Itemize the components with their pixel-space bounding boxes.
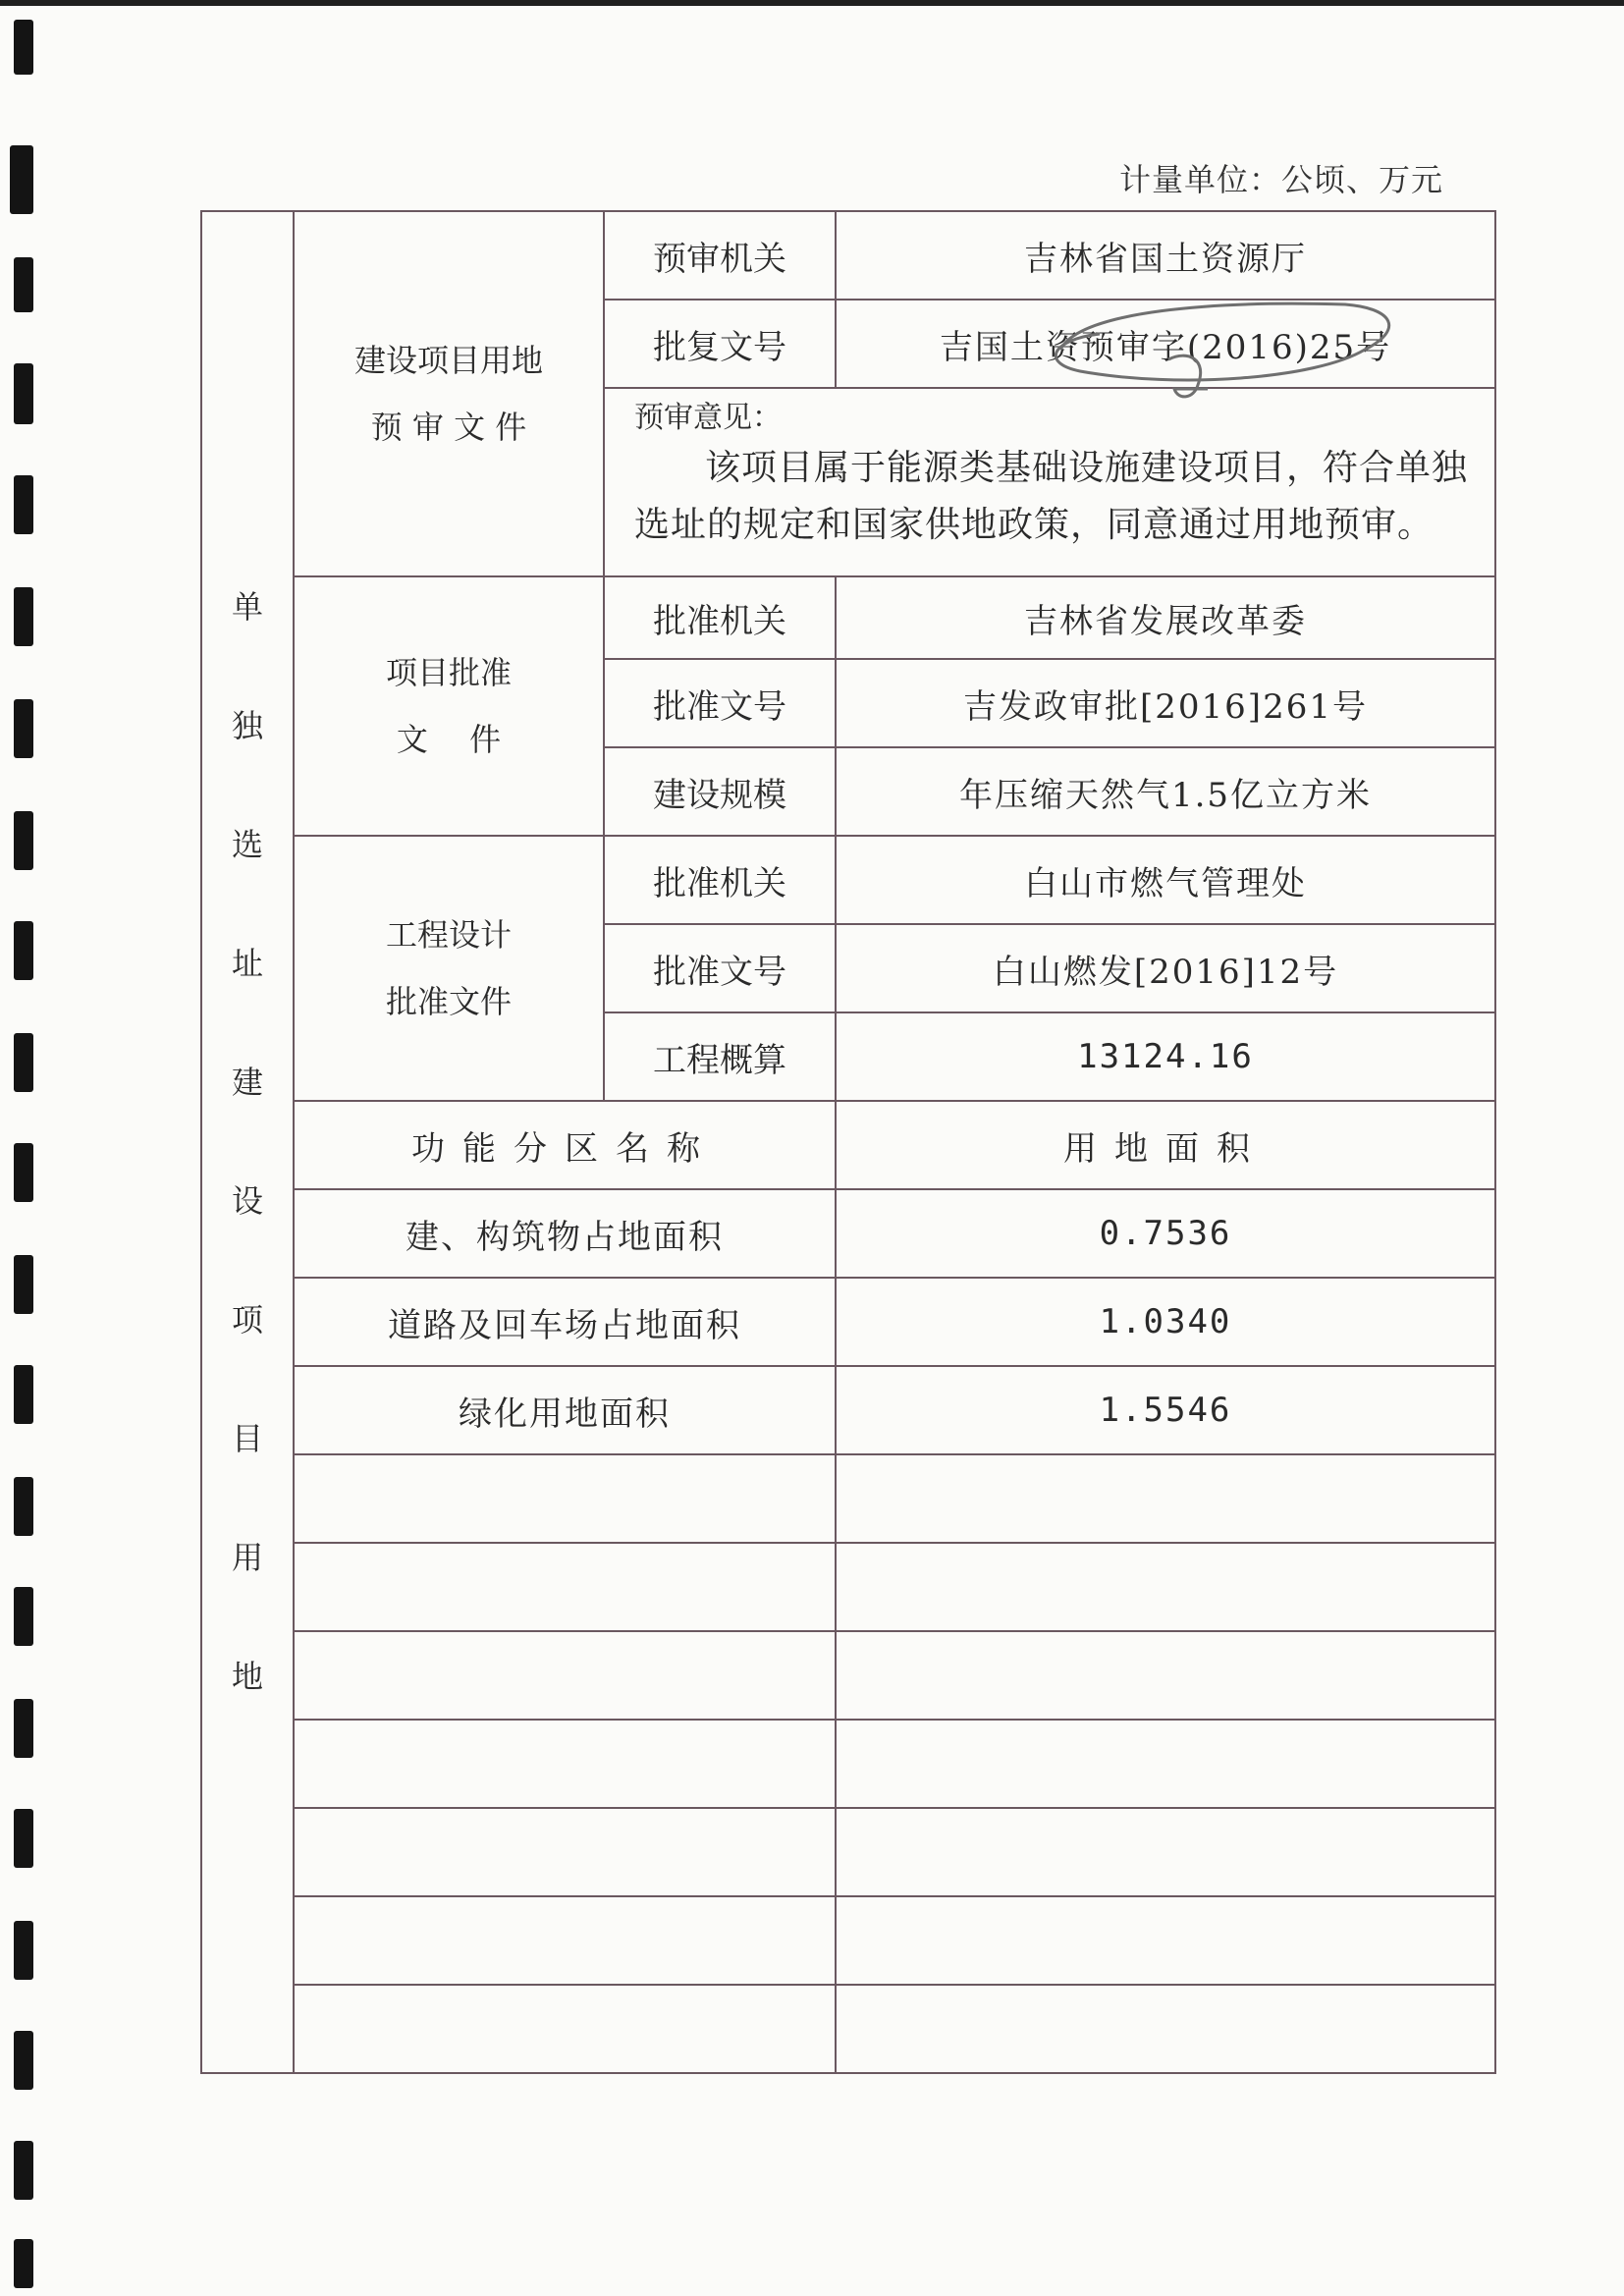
approval-doc-no-value: 吉发政审批[2016]261号 <box>836 659 1495 747</box>
design-authority-value: 白山市燃气管理处 <box>836 836 1495 924</box>
approval-authority-label: 批准机关 <box>604 576 836 659</box>
top-edge <box>0 0 1624 6</box>
approval-scale-value: 年压缩天然气1.5亿立方米 <box>836 747 1495 836</box>
table-row <box>201 1278 1495 1366</box>
approval-authority-value: 吉林省发展改革委 <box>836 576 1495 659</box>
empty-row <box>201 1454 1495 1543</box>
area-name-header: 功能分区名称 <box>294 1101 836 1189</box>
empty-row <box>201 1985 1495 2073</box>
area-value: 0.7536 <box>836 1189 1495 1278</box>
empty-row <box>201 1808 1495 1896</box>
empty-row <box>201 1896 1495 1985</box>
side-title: 单 独 选 址 建 设 项 目 用 地 <box>231 588 263 1695</box>
empty-row <box>201 1543 1495 1631</box>
empty-row <box>201 1631 1495 1720</box>
empty-row <box>201 1720 1495 1808</box>
design-budget-value: 13124.16 <box>836 1012 1495 1101</box>
presale-opinion-text: 该项目属于能源类基础设施建设项目，符合单独选址的规定和国家供地政策，同意通过用地预审。 <box>634 448 1469 545</box>
design-budget-label: 工程概算 <box>604 1012 836 1101</box>
approval-doc-no-label: 批准文号 <box>604 659 836 747</box>
approval-section-title: 项目批准 文 件 <box>294 576 604 836</box>
design-authority-label: 批准机关 <box>604 836 836 924</box>
approval-scale-label: 建设规模 <box>604 747 836 836</box>
table-row <box>201 1189 1495 1278</box>
unit-label: 计量单位：公顷、万元 <box>1118 161 1443 198</box>
land-use-form-table <box>200 210 1496 2074</box>
table-row <box>201 1366 1495 1454</box>
presale-doc-no-label: 批复文号 <box>604 300 836 388</box>
presale-opinion-cell <box>604 388 1495 576</box>
presale-authority-value: 吉林省国土资源厅 <box>836 211 1495 300</box>
area-value: 1.5546 <box>836 1366 1495 1454</box>
design-doc-no-value: 白山燃发[2016]12号 <box>836 924 1495 1012</box>
presale-authority-label: 预审机关 <box>604 211 836 300</box>
area-name: 道路及回车场占地面积 <box>294 1278 836 1366</box>
binding-holes <box>14 0 43 2296</box>
presale-doc-no-value: 吉国土资预审字(2016)25号 <box>836 300 1495 388</box>
presale-opinion-label: 预审意见： <box>634 401 782 435</box>
area-value-header: 用地面积 <box>836 1101 1495 1189</box>
area-value: 1.0340 <box>836 1278 1495 1366</box>
side-title-cell <box>201 211 294 2073</box>
design-doc-no-label: 批准文号 <box>604 924 836 1012</box>
area-name: 建、构筑物占地面积 <box>294 1189 836 1278</box>
design-section-title: 工程设计 批准文件 <box>294 836 604 1101</box>
presale-section-title: 建设项目用地 预 审 文 件 <box>294 211 604 576</box>
area-name: 绿化用地面积 <box>294 1366 836 1454</box>
